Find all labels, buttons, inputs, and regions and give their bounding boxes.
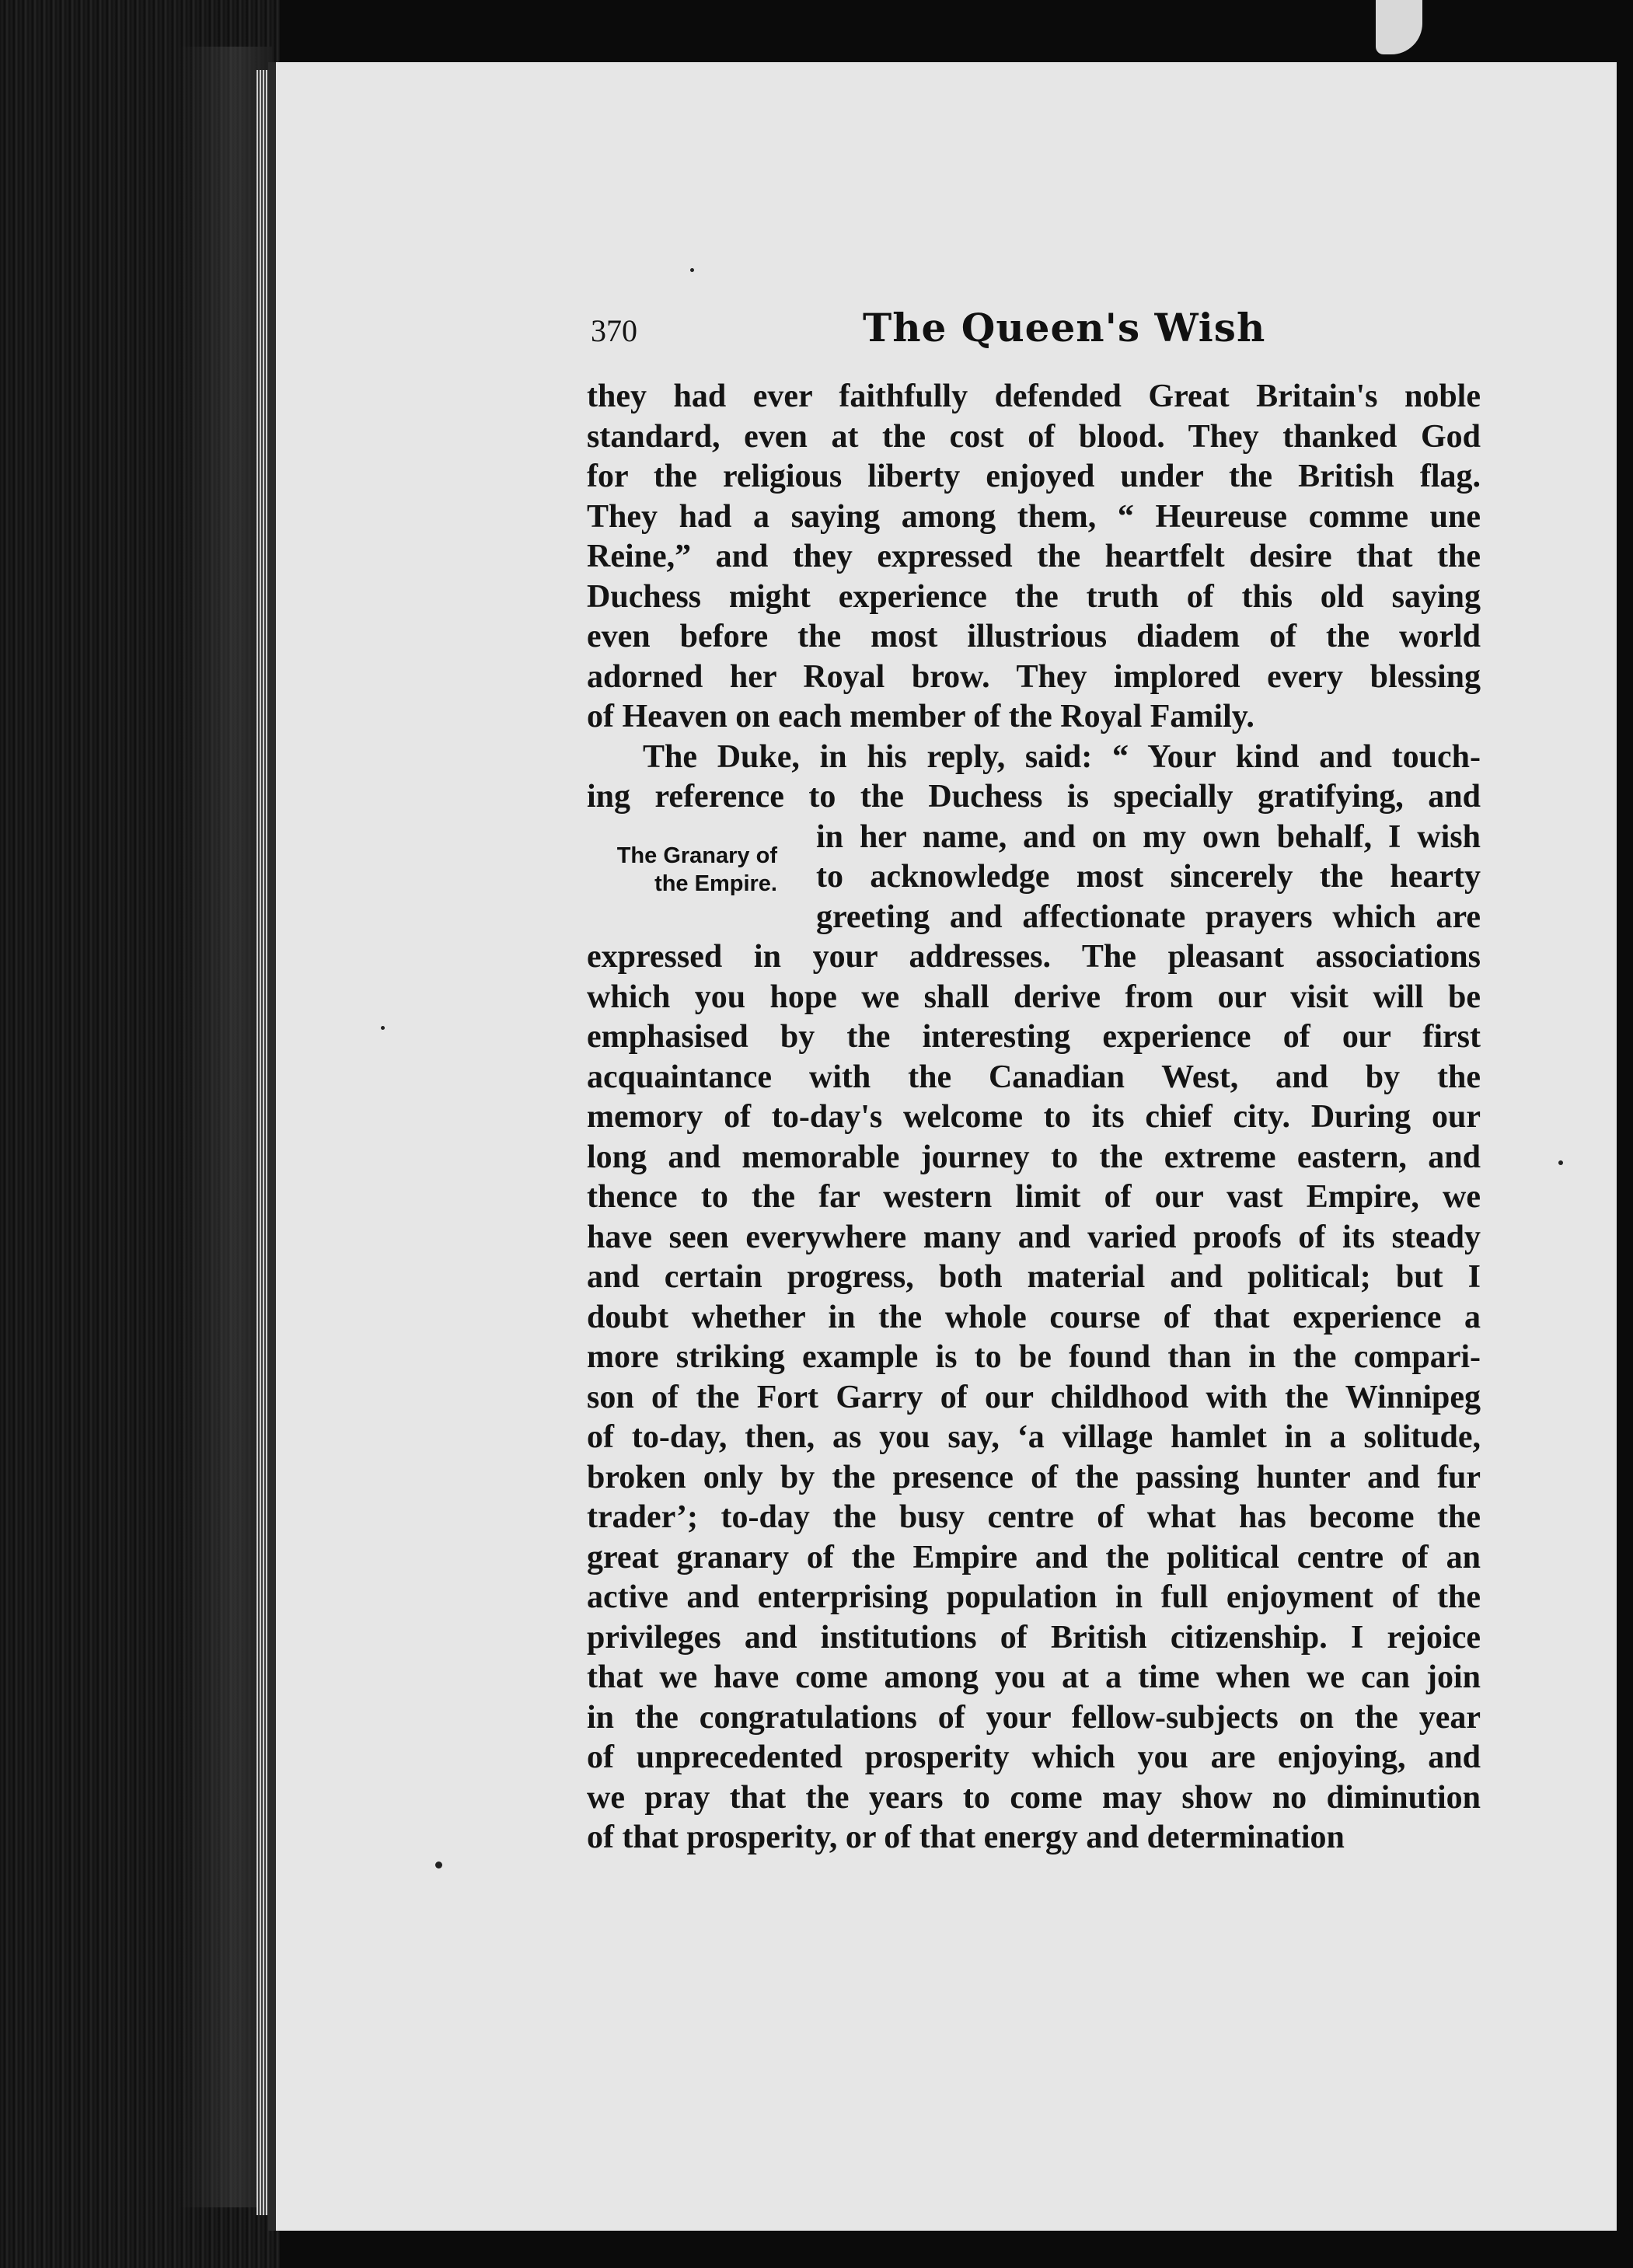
text-line: of that prosperity, or of that energy and determination	[587, 1820, 1345, 1855]
text-line: broken only by the presence of the passing hunter and fur	[587, 1459, 1481, 1495]
text-line: long and memorable journey to the extreme eastern, and	[587, 1139, 1481, 1175]
text-line: greeting and affectionate prayers which are	[816, 898, 1481, 935]
text-line: memory of to-day's welcome to its chief city. During our	[587, 1099, 1481, 1135]
text-line: son of the Fort Garry of our childhood with the Winnipeg	[587, 1379, 1481, 1415]
text-line: standard, even at the cost of blood. They thanked God	[587, 418, 1481, 455]
dust-speck	[690, 268, 694, 272]
text-line: acquaintance with the Canadian West, and by the	[587, 1059, 1481, 1095]
text-line: doubt whether in the whole course of that experience a	[587, 1299, 1481, 1335]
text-line: they had ever faithfully defended Great Britain's noble	[587, 379, 1481, 414]
page-header	[591, 305, 1485, 359]
text-line: adorned her Royal brow. They implored every blessing	[587, 658, 1481, 695]
body-text	[587, 377, 1481, 1858]
text-line: trader’; to-day the busy centre of what has become the	[587, 1499, 1481, 1535]
text-line: we pray that the years to come may show no diminution	[587, 1779, 1481, 1816]
text-line: in the congratulations of your fellow-subjects on the year	[587, 1699, 1481, 1736]
page-edges	[256, 70, 267, 2215]
text-line: to acknowledge most sincerely the hearty	[816, 859, 1481, 895]
text-line: ing reference to the Duchess is specially gratifying, and	[587, 779, 1481, 815]
running-title: The Queen's Wish	[863, 305, 1266, 351]
text-line: expressed in your addresses. The pleasant associations	[587, 939, 1481, 975]
text-line: great granary of the Empire and the political centre of an	[587, 1539, 1481, 1575]
text-line: even before the most illustrious diadem of the world	[587, 619, 1481, 654]
text-line: that we have come among you at a time when we can join	[587, 1659, 1481, 1695]
margin-note-line-2: the Empire.	[654, 871, 777, 896]
text-line: of unprecedented prosperity which you are enjoying, and	[587, 1739, 1481, 1775]
text-line: which you hope we shall derive from our visit will be	[587, 979, 1481, 1015]
page-number: 370	[591, 313, 637, 348]
text-line: have seen everywhere many and varied proofs of its steady	[587, 1219, 1481, 1255]
text-line: of Heaven on each member of the Royal Family.	[587, 699, 1254, 734]
text-line: active and enterprising population in full enjoyment of the	[587, 1579, 1481, 1615]
page-tab-marker	[1376, 0, 1422, 54]
text-line: in her name, and on my own behalf, I wish	[816, 818, 1481, 855]
text-line: more striking example is to be found than in the compari-	[587, 1339, 1481, 1375]
text-line: of to-day, then, as you say, ‘a village hamlet in a solitude,	[587, 1419, 1481, 1455]
text-line: The Duke, in his reply, said: “ Your kind and touch-	[643, 738, 1481, 775]
text-line: thence to the far western limit of our vast Empire, we	[587, 1179, 1481, 1215]
dust-speck	[435, 1862, 442, 1868]
text-line: for the religious liberty enjoyed under the British flag.	[587, 459, 1481, 494]
text-line: Reine,” and they expressed the heartfelt desire that the	[587, 539, 1481, 574]
text-line: and certain progress, both material and political; but I	[587, 1259, 1481, 1295]
text-line: They had a saying among them, “ Heureuse comme une	[587, 498, 1481, 535]
dust-speck	[381, 1026, 385, 1030]
margin-note-line-1: The Granary of	[616, 843, 777, 868]
dust-speck	[1558, 1160, 1563, 1165]
text-line: privileges and institutions of British citizenship. I rejoice	[587, 1619, 1481, 1656]
text-line: Duchess might experience the truth of this old saying	[587, 578, 1481, 615]
text-line: emphasised by the interesting experience of our first	[587, 1019, 1481, 1055]
